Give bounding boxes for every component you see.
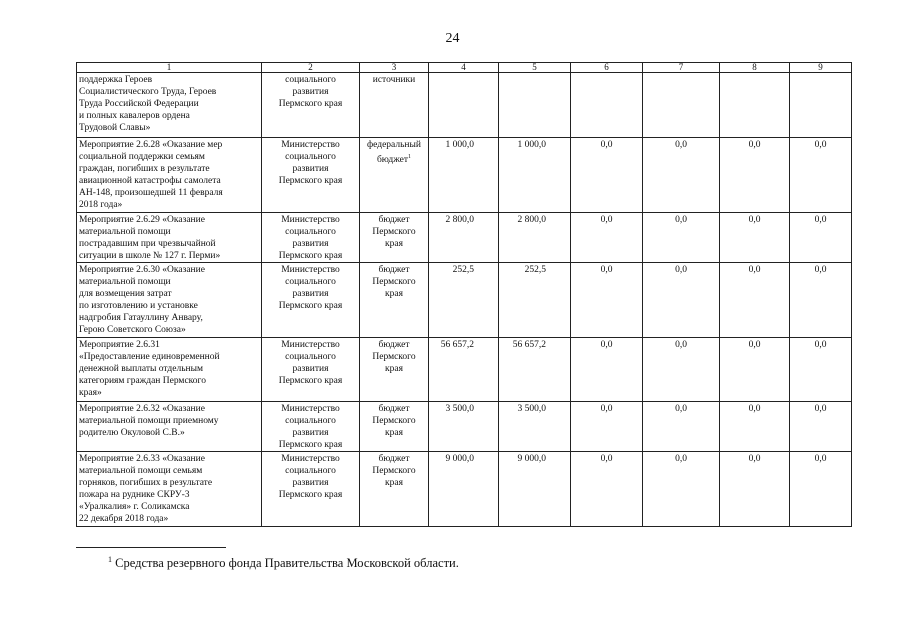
measure-name-cell-line: денежной выплаты отдельным [79,364,204,374]
measure-name-cell-line: материальной помощи [79,277,171,287]
funding-source-cell-line: бюджет [378,454,410,464]
amount-cell: 0,0 [571,263,643,338]
executor-cell [262,138,360,213]
measure-name-cell-line: края» [79,388,102,398]
table-row [77,402,852,452]
footnote-divider [76,547,226,548]
amount-cell [720,73,790,138]
measure-name-cell [77,138,262,213]
funding-source-cell [360,213,429,263]
funding-source-cell-line: Пермского [372,227,416,237]
table-body [77,73,852,527]
executor-cell-line: социального [285,466,336,476]
executor-cell [262,213,360,263]
funding-source-cell-line: Пермского [372,416,416,426]
amount-cell: 0,0 [720,402,790,452]
column-header: 3 [360,63,429,73]
measure-name-cell-line: Герою Советского Союза» [79,325,186,335]
amount-cell: 9 000,0 [429,452,499,527]
funding-source-cell-line: федеральный [367,140,421,150]
measure-name-cell-line: поддержка Героев [79,75,153,85]
column-header: 9 [790,63,852,73]
funding-source-cell-line: Пермского [372,277,416,287]
amount-cell: 0,0 [790,338,852,402]
measure-name-cell-line: Мероприятие 2.6.30 «Оказание [79,265,205,275]
column-number-row [77,63,852,73]
executor-cell-line: развития [292,87,329,97]
funding-source-cell-line: бюджет [378,404,410,414]
amount-cell: 0,0 [720,138,790,213]
footnote-mark: 1 [108,555,112,564]
funding-source-cell [360,452,429,527]
footnote-text: Средства резервного фонда Правительства Московской области. [115,556,459,571]
measure-name-cell-line: Мероприятие 2.6.29 «Оказание [79,215,205,225]
amount-cell: 0,0 [571,138,643,213]
measure-name-cell [77,402,262,452]
measure-name-cell-line: «Предоставление единовременной [79,352,220,362]
measure-name-cell-line: Мероприятие 2.6.31 [79,340,160,350]
amount-cell: 56 657,2 [499,338,571,402]
amount-cell [790,73,852,138]
measure-name-cell-line: авиационной катастрофы самолета [79,176,221,186]
page-number: 24 [445,31,460,46]
amount-cell: 0,0 [643,213,720,263]
amount-cell: 0,0 [643,138,720,213]
funding-source-cell-line: бюджет [378,215,410,225]
column-header: 2 [262,63,360,73]
funding-source-cell-line: края [385,428,403,438]
executor-cell-line: развития [292,164,329,174]
amount-cell: 2 800,0 [429,213,499,263]
executor-cell-line: Пермского края [278,176,343,186]
funding-source-cell-line: источники [372,75,416,85]
funding-source-cell [360,402,429,452]
amount-cell: 0,0 [643,338,720,402]
amount-cell [643,73,720,138]
table-row [77,263,852,338]
amount-cell: 3 500,0 [499,402,571,452]
executor-cell-line: социального [285,152,336,162]
amount-cell: 252,5 [429,263,499,338]
executor-cell-line: Министерство [281,454,340,464]
measure-name-cell-line: материальной помощи приемному [79,416,219,426]
measure-name-cell-line: для возмещения затрат [79,289,172,299]
amount-cell: 252,5 [499,263,571,338]
executor-cell [262,452,360,527]
measure-name-cell-line: Мероприятие 2.6.32 «Оказание [79,404,205,414]
executor-cell-line: Пермского края [278,376,343,386]
funding-source-cell-line: Пермского [372,352,416,362]
executor-cell-line: Министерство [281,215,340,225]
table-row [77,213,852,263]
measure-name-cell-line: 2018 года» [79,200,123,210]
column-header: 7 [643,63,720,73]
funding-source-cell-line: Пермского [372,466,416,476]
column-header: 1 [77,63,262,73]
amount-cell: 9 000,0 [499,452,571,527]
amount-cell: 0,0 [790,213,852,263]
amount-cell: 0,0 [643,263,720,338]
executor-cell-line: социального [285,352,336,362]
measure-name-cell-line: и полных кавалеров ордена [79,111,190,121]
amount-cell: 3 500,0 [429,402,499,452]
executor-cell [262,338,360,402]
executor-cell-line: Пермского края [278,301,343,311]
measure-name-cell [77,213,262,263]
amount-cell: 56 657,2 [429,338,499,402]
amount-cell: 0,0 [571,213,643,263]
funding-source-cell-line: края [385,478,403,488]
amount-cell: 0,0 [790,402,852,452]
amount-cell [499,73,571,138]
executor-cell-line: развития [292,364,329,374]
amount-cell: 1 000,0 [429,138,499,213]
measure-name-cell [77,338,262,402]
measure-name-cell-line: Трудовой Славы» [79,123,151,133]
amount-cell: 2 800,0 [499,213,571,263]
amount-cell: 0,0 [790,452,852,527]
executor-cell-line: Пермского края [278,99,343,109]
executor-cell [262,263,360,338]
measure-name-cell-line: социальной поддержки семьям [79,152,205,162]
measure-name-cell-line: материальной помощи [79,227,171,237]
executor-cell-line: развития [292,478,329,488]
measure-name-cell [77,73,262,138]
measure-name-cell-line: 22 декабря 2018 года» [79,514,169,524]
amount-cell: 1 000,0 [499,138,571,213]
table-row [77,452,852,527]
amount-cell: 0,0 [643,452,720,527]
executor-cell-line: развития [292,289,329,299]
amount-cell [571,73,643,138]
executor-cell-line: социального [285,227,336,237]
amount-cell: 0,0 [720,452,790,527]
amount-cell: 0,0 [790,138,852,213]
measure-name-cell-line: материальной помощи семьям [79,466,203,476]
executor-cell [262,73,360,138]
executor-cell-line: Министерство [281,265,340,275]
executor-cell-line: Пермского края [278,490,343,500]
measure-name-cell [77,452,262,527]
funding-source-cell [360,263,429,338]
measure-name-cell-line: АН-148, произошедшей 11 февраля [79,188,223,198]
measure-name-cell-line: ситуации в школе № 127 г. Перми» [79,251,221,261]
measure-name-cell-line: категориям граждан Пермского [79,376,206,386]
measure-name-cell-line: «Уралкалия» г. Соликамска [79,502,190,512]
amount-cell: 0,0 [571,402,643,452]
amount-cell [429,73,499,138]
measure-name-cell-line: Мероприятие 2.6.28 «Оказание мер [79,140,223,150]
table-row [77,338,852,402]
measure-name-cell-line: Мероприятие 2.6.33 «Оказание [79,454,205,464]
budget-table [76,62,852,527]
funding-source-cell [360,138,429,213]
table-row [77,138,852,213]
executor-cell [262,402,360,452]
amount-cell: 0,0 [571,338,643,402]
executor-cell-line: развития [292,428,329,438]
measure-name-cell-line: пожара на руднике СКРУ-3 [79,490,190,500]
funding-source-cell [360,338,429,402]
funding-source-cell-line: края [385,289,403,299]
funding-source-cell-line: бюджет [378,340,410,350]
measure-name-cell-line: граждан, погибших в результате [79,164,210,174]
executor-cell-line: социального [285,277,336,287]
measure-name-cell-line: Социалистического Труда, Героев [79,87,217,97]
amount-cell: 0,0 [643,402,720,452]
executor-cell-line: развития [292,239,329,249]
column-header: 8 [720,63,790,73]
amount-cell: 0,0 [720,338,790,402]
footnote-reference: 1 [408,154,412,160]
measure-name-cell-line: горняков, погибших в результате [79,478,213,488]
funding-source-cell-line: бюджет [378,265,410,275]
amount-cell: 0,0 [720,263,790,338]
measure-name-cell-line: пострадавшим при чрезвычайной [79,239,216,249]
column-header: 5 [499,63,571,73]
executor-cell-line: социального [285,75,336,85]
column-header: 6 [571,63,643,73]
measure-name-cell-line: по изготовлению и установке [79,301,198,311]
amount-cell: 0,0 [790,263,852,338]
measure-name-cell-line: Труда Российской Федерации [79,99,199,109]
measure-name-cell [77,263,262,338]
executor-cell-line: Министерство [281,404,340,414]
measure-name-cell-line: родителю Окуловой С.В.» [79,428,185,438]
funding-source-cell [360,73,429,138]
table-row [77,73,852,138]
executor-cell-line: социального [285,416,336,426]
executor-cell-line: Пермского края [278,251,343,261]
column-header: 4 [429,63,499,73]
executor-cell-line: Министерство [281,340,340,350]
measure-name-cell-line: надгробия Гатауллину Анвару, [79,313,203,323]
amount-cell: 0,0 [571,452,643,527]
funding-source-cell-line: края [385,239,403,249]
executor-cell-line: Министерство [281,140,340,150]
footnote [108,555,459,571]
funding-source-cell-line: края [385,364,403,374]
amount-cell: 0,0 [720,213,790,263]
executor-cell-line: Пермского края [278,440,343,450]
funding-source-cell-line: бюджет [376,155,409,166]
